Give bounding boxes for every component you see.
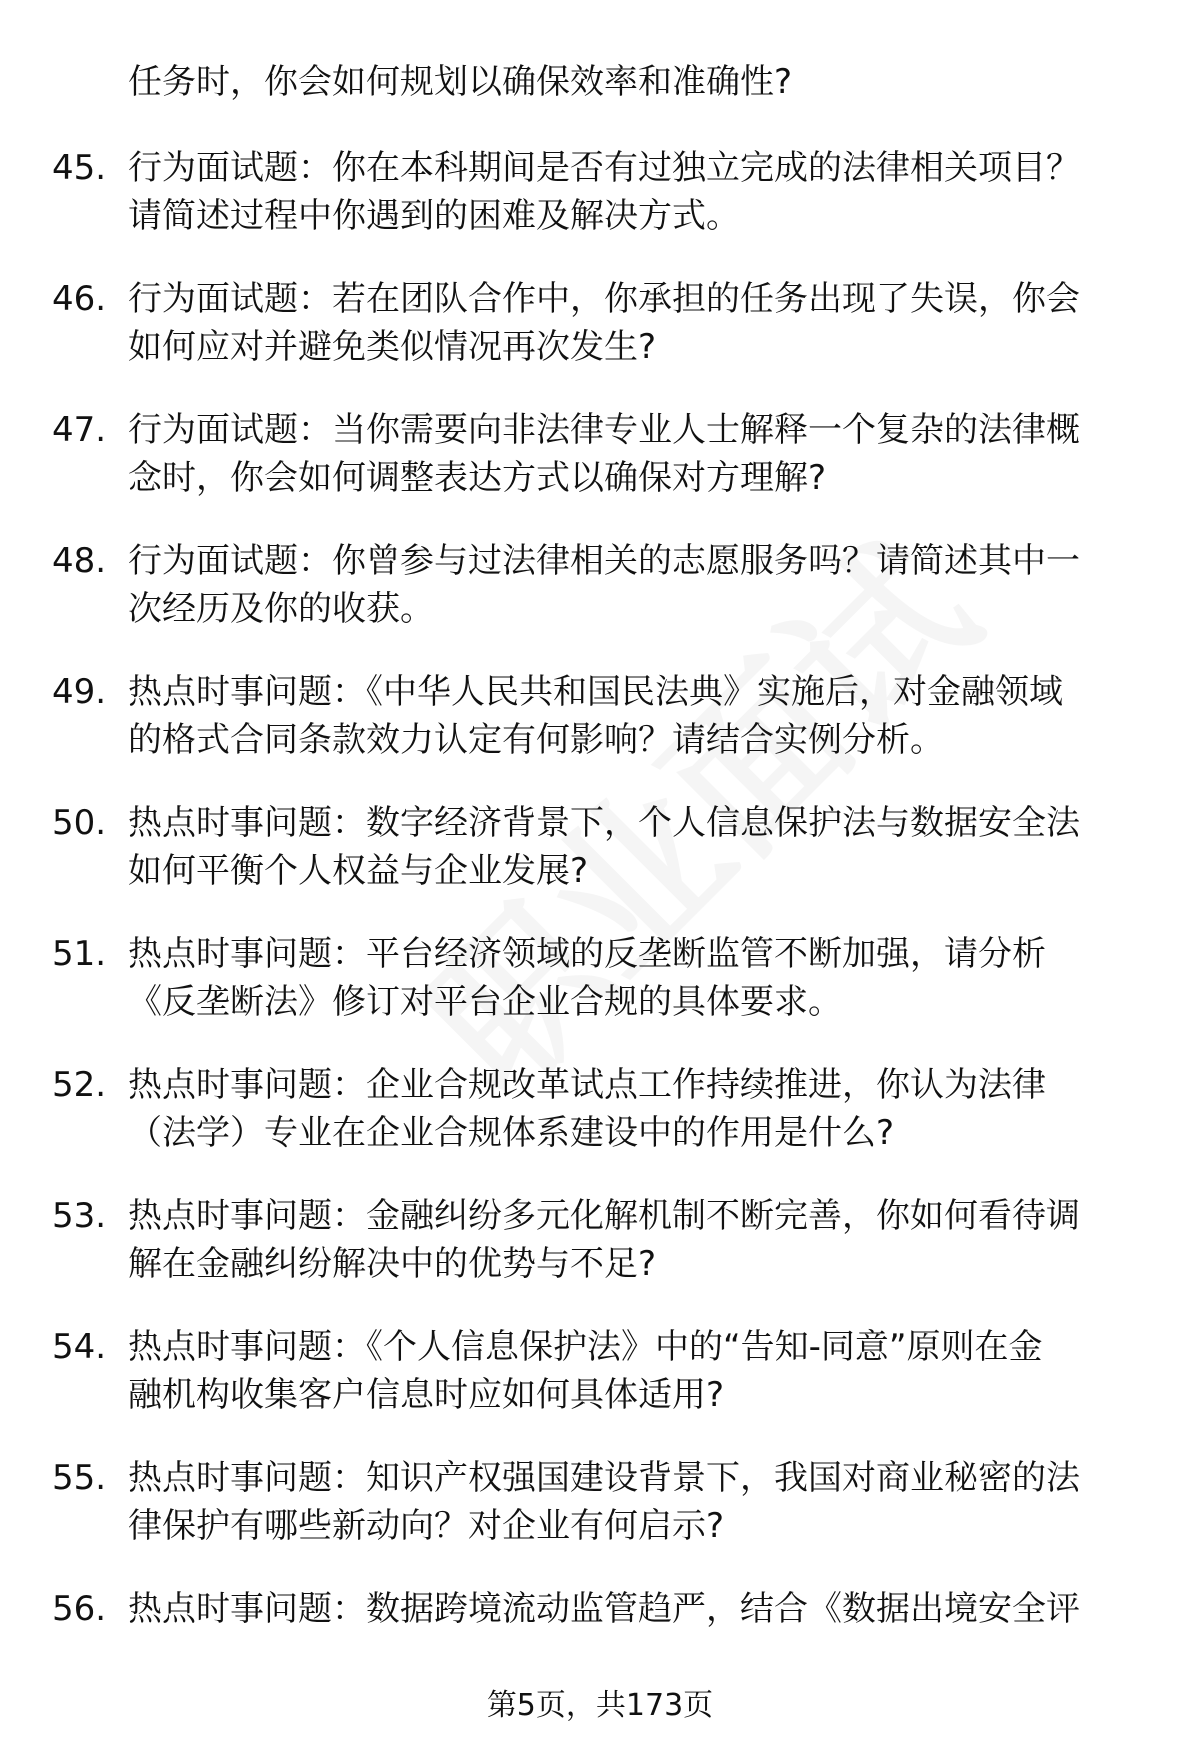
question-list	[0, 144, 1200, 1716]
question-line-1: 热点时事问题：金融纠纷多元化解机制不断完善，你如何看待调	[128, 1196, 1080, 1236]
question-line-1: 热点时事问题：《个人信息保护法》中的“告知-同意”原则在金	[128, 1327, 1043, 1367]
question-item-48	[0, 537, 1200, 668]
question-line-2: 念时，你会如何调整表达方式以确保对方理解?	[128, 458, 827, 498]
question-text	[128, 144, 1158, 240]
question-text	[128, 275, 1158, 371]
question-line-2: 融机构收集客户信息时应如何具体适用?	[128, 1375, 725, 1415]
question-item-54	[0, 1323, 1200, 1454]
question-number: 50.	[52, 803, 107, 843]
question-item-53	[0, 1192, 1200, 1323]
question-text	[128, 1323, 1158, 1419]
question-text	[128, 799, 1158, 895]
question-line-1: 行为面试题：若在团队合作中，你承担的任务出现了失误，你会	[128, 279, 1080, 319]
question-number: 46.	[52, 279, 107, 319]
question-number: 55.	[52, 1458, 107, 1498]
question-item-55	[0, 1454, 1200, 1585]
question-number: 52.	[52, 1065, 107, 1105]
question-text	[128, 1585, 1158, 1633]
question-line-2: 解在金融纠纷解决中的优势与不足?	[128, 1244, 657, 1284]
question-number: 51.	[52, 934, 107, 974]
question-text	[128, 930, 1158, 1026]
question-line-2: 如何平衡个人权益与企业发展?	[128, 851, 589, 891]
question-line-2: 请简述过程中你遇到的困难及解决方式。	[128, 196, 740, 236]
question-line-1: 热点时事问题：知识产权强国建设背景下，我国对商业秘密的法	[128, 1458, 1080, 1498]
question-line-1: 热点时事问题：企业合规改革试点工作持续推进，你认为法律	[128, 1065, 1046, 1105]
question-text	[128, 1454, 1158, 1550]
question-number: 48.	[52, 541, 107, 581]
question-line-2: 律保护有哪些新动向？对企业有何启示?	[128, 1506, 725, 1546]
question-number: 53.	[52, 1196, 107, 1236]
continued-question-text: 任务时，你会如何规划以确保效率和准确性?	[128, 62, 793, 102]
question-text	[128, 1061, 1158, 1157]
question-text	[128, 1192, 1158, 1288]
question-number: 56.	[52, 1589, 107, 1629]
question-line-1: 热点时事问题：数据跨境流动监管趋严，结合《数据出境安全评	[128, 1589, 1080, 1629]
question-line-1: 热点时事问题：《中华人民共和国民法典》实施后，对金融领域	[128, 672, 1063, 712]
question-text	[128, 406, 1158, 502]
question-line-1: 行为面试题：当你需要向非法律专业人士解释一个复杂的法律概	[128, 410, 1080, 450]
question-item-51	[0, 930, 1200, 1061]
question-item-52	[0, 1061, 1200, 1192]
question-line-1: 行为面试题：你在本科期间是否有过独立完成的法律相关项目？	[128, 148, 1080, 188]
question-item-46	[0, 275, 1200, 406]
question-line-1: 行为面试题：你曾参与过法律相关的志愿服务吗？请简述其中一	[128, 541, 1080, 581]
question-number: 45.	[52, 148, 107, 188]
question-line-1: 热点时事问题：平台经济领域的反垄断监管不断加强，请分析	[128, 934, 1046, 974]
question-number: 49.	[52, 672, 107, 712]
question-line-2: 《反垄断法》修订对平台企业合规的具体要求。	[128, 982, 842, 1022]
question-line-1: 热点时事问题：数字经济背景下，个人信息保护法与数据安全法	[128, 803, 1080, 843]
question-item-47	[0, 406, 1200, 537]
page-footer: 第5页，共173页	[486, 1688, 714, 1723]
question-line-2: 次经历及你的收获。	[128, 589, 434, 629]
question-text	[128, 668, 1158, 764]
question-number: 54.	[52, 1327, 107, 1367]
question-number: 47.	[52, 410, 107, 450]
question-item-45	[0, 144, 1200, 275]
question-line-2: 如何应对并避免类似情况再次发生?	[128, 327, 657, 367]
question-item-49	[0, 668, 1200, 799]
question-text	[128, 537, 1158, 633]
question-line-2: （法学）专业在企业合规体系建设中的作用是什么?	[128, 1113, 895, 1153]
question-item-50	[0, 799, 1200, 930]
question-line-2: 的格式合同条款效力认定有何影响？请结合实例分析。	[128, 720, 944, 760]
